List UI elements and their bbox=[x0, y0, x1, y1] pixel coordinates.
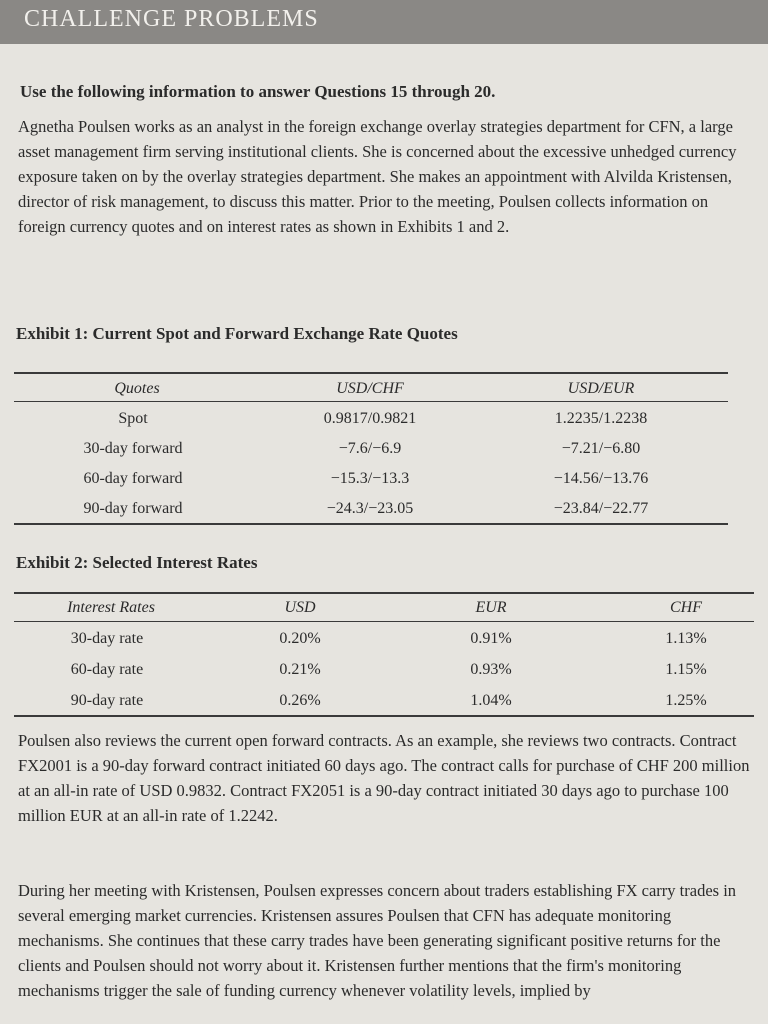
exhibit1-usdeur-value: −7.21/−6.80 bbox=[561, 440, 641, 457]
exhibit1-header-usdeur: USD/EUR bbox=[567, 380, 635, 397]
exhibit1-header-usdchf: USD/CHF bbox=[336, 380, 404, 397]
exhibit1-header-quotes: Quotes bbox=[114, 380, 160, 397]
paragraph-contracts: Poulsen also reviews the current open forward contracts. As an example, she reviews two contracts. Contract FX2001 is a 90-day forward contract initiated 60 days ago. The contract calls for purchase of CHF 200 million at an all-in rate of USD 0.9832. Contract FX2051 is a 90-day contract initiated 30 days ago to purchase 100 million EUR at an all-in rate of 1.2242. bbox=[18, 731, 750, 825]
exhibit1-usdchf-value: 0.9817/0.9821 bbox=[323, 410, 417, 427]
exhibit2-bottom-rule bbox=[14, 715, 754, 717]
exhibit2-title: Exhibit 2: Selected Interest Rates bbox=[16, 553, 258, 572]
intro-instruction: Use the following information to answer Questions 15 through 20. bbox=[20, 82, 496, 101]
section-title: CHALLENGE PROBLEMS bbox=[24, 6, 319, 32]
exhibit2-row-label: 60-day rate bbox=[70, 661, 144, 678]
exhibit2-eur-value: 1.04% bbox=[470, 692, 512, 709]
exhibit2-usd-value: 0.20% bbox=[279, 630, 321, 647]
paragraph-background: Agnetha Poulsen works as an analyst in the foreign exchange overlay strategies department for CFN, a large asset management firm serving institutional clients. She is concerned about the excessive unhedged currency exposure taken on by the overlay strategies department. She makes an appointment with Alvilda Kristensen, director of risk management, to discuss this matter. Prior to the meeting, Poulsen collects information on foreign currency quotes and on interest rates as shown in Exhibits 1 and 2. bbox=[18, 117, 737, 236]
paragraph-meeting: During her meeting with Kristensen, Poulsen expresses concern about traders establishing FX carry trades in several emerging market currencies. Kristensen assures Poulsen that CFN has adequate monitoring mechanisms. She continues that these carry trades have been generating significant positive returns for the clients and Poulsen should not worry about it. Kristensen further mentions that the firm's monitoring mechanisms trigger the sale of funding currency whenever volatility levels, implied by bbox=[18, 881, 737, 1000]
exhibit2-chf-value: 1.15% bbox=[665, 661, 707, 678]
exhibit1-top-rule bbox=[14, 372, 728, 374]
exhibit1-usdeur-value: 1.2235/1.2238 bbox=[554, 410, 648, 427]
exhibit1-header-rule bbox=[14, 401, 728, 402]
section-banner bbox=[0, 0, 768, 44]
exhibit2-header-eur: EUR bbox=[475, 599, 507, 616]
exhibit1-row-label: 30-day forward bbox=[83, 440, 183, 457]
exhibit1-row-label: 60-day forward bbox=[83, 470, 183, 487]
exhibit2-row-label: 90-day rate bbox=[70, 692, 144, 709]
exhibit1-usdchf-value: −15.3/−13.3 bbox=[330, 470, 410, 487]
exhibit1-usdeur-value: −14.56/−13.76 bbox=[553, 470, 649, 487]
exhibit1-usdeur-value: −23.84/−22.77 bbox=[553, 500, 649, 517]
exhibit2-header-chf: CHF bbox=[670, 599, 702, 616]
exhibit1-row-label: Spot bbox=[118, 410, 148, 427]
exhibit2-header-interest-rates: Interest Rates bbox=[67, 599, 155, 616]
exhibit1-bottom-rule bbox=[14, 523, 728, 525]
exhibit2-row-label: 30-day rate bbox=[70, 630, 144, 647]
exhibit2-usd-value: 0.26% bbox=[279, 692, 321, 709]
exhibit1-title: Exhibit 1: Current Spot and Forward Exchange Rate Quotes bbox=[16, 324, 458, 343]
exhibit2-usd-value: 0.21% bbox=[279, 661, 321, 678]
exhibit1-usdchf-value: −24.3/−23.05 bbox=[326, 500, 414, 517]
exhibit2-eur-value: 0.93% bbox=[470, 661, 512, 678]
exhibit2-top-rule bbox=[14, 592, 754, 594]
exhibit1-usdchf-value: −7.6/−6.9 bbox=[338, 440, 402, 457]
exhibit2-header-usd: USD bbox=[284, 599, 316, 616]
exhibit2-chf-value: 1.13% bbox=[665, 630, 707, 647]
exhibit2-eur-value: 0.91% bbox=[470, 630, 512, 647]
exhibit2-header-rule bbox=[14, 621, 754, 622]
exhibit1-row-label: 90-day forward bbox=[83, 500, 183, 517]
exhibit2-chf-value: 1.25% bbox=[665, 692, 707, 709]
